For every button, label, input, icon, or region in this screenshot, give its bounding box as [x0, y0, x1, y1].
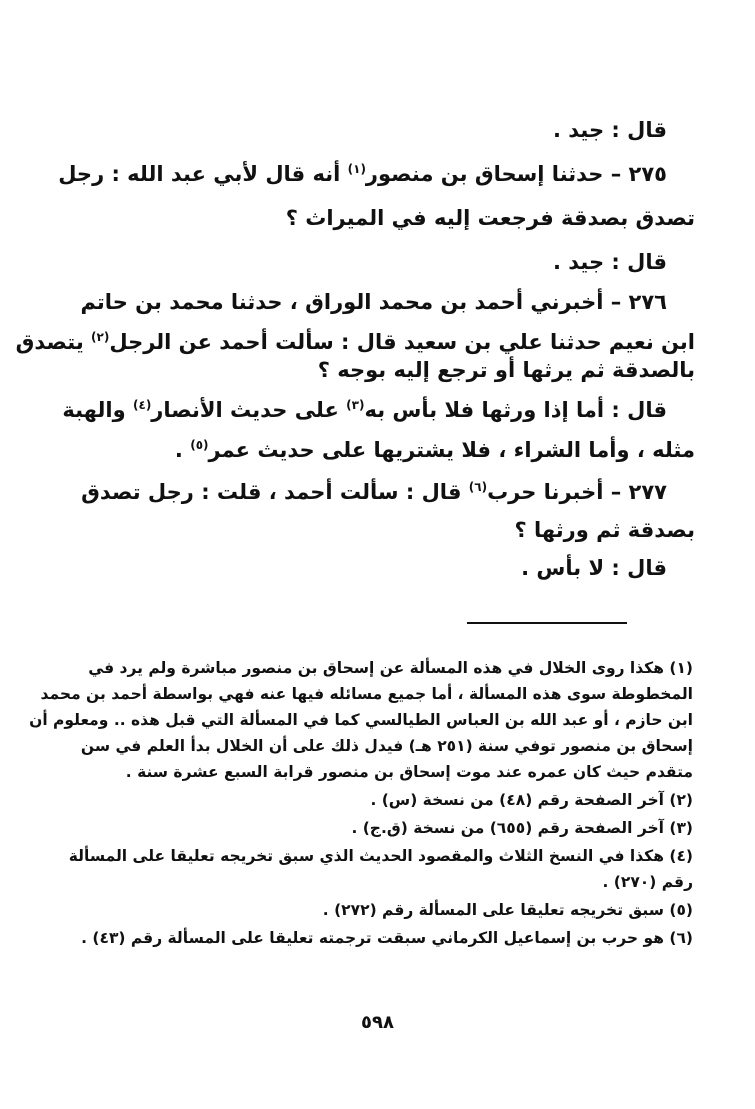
footnote-line: متقدم حيث كان عمره عند موت إسحاق بن منصور قرابة السبع عشرة سنة .	[125, 763, 693, 781]
text-span: قال : جيد .	[552, 250, 667, 274]
text-span: على حديث الأنصار	[151, 398, 347, 422]
footnote-line: (٤) هكذا في النسخ الثلاث والمقصود الحديث الذي سبق تخريجه تعليقا على المسألة	[68, 847, 693, 865]
footnote-line: (٥) سبق تخريجه تعليقا على المسألة رقم (٢٧٢) .	[322, 901, 693, 919]
text-line	[58, 152, 667, 196]
footnote-line: ابن حازم ، أو عبد الله بن العباس الطيالسي كما في المسألة التي قبل هذه .. ومعلوم أن	[29, 711, 693, 729]
text-span: بالصدقة ثم يرثها أو ترجع إليه بوجه ؟	[317, 358, 695, 382]
footnote-line: (١) هكذا روى الخلال في هذه المسألة عن إسحاق بن منصور مباشرة ولم يرد في	[88, 659, 693, 677]
footnote-ref: (١)	[347, 162, 366, 176]
text-span: ٢٧٥ – حدثنا إسحاق بن منصور	[365, 162, 667, 186]
text-span: قال : جيد .	[552, 118, 667, 142]
text-span: ابن نعيم حدثنا علي بن سعيد قال : سألت أحمد عن الرجل	[109, 330, 695, 354]
footnote-line: رقم (٢٧٠) .	[602, 873, 693, 891]
text-span: تصدق بصدقة فرجعت إليه في الميراث ؟	[285, 206, 695, 230]
text-line	[95, 546, 667, 590]
text-span: أنه قال لأبي عبد الله : رجل	[58, 162, 348, 186]
text-line	[95, 348, 695, 392]
footnote-line: إسحاق بن منصور توفي سنة (٢٥١ هـ) فيدل ذلك على أن الخلال بدأ العلم في سن	[80, 737, 693, 755]
footnote-ref: (٣)	[346, 398, 365, 412]
footnote-ref: (٤)	[133, 398, 152, 412]
text-span: ٢٧٧ – أخبرنا حرب	[487, 480, 667, 504]
footnote-line: (٢) آخر الصفحة رقم (٤٨) من نسخة (س) .	[370, 791, 693, 809]
footnote-ref: (٦)	[468, 480, 488, 494]
text-span: مثله ، وأما الشراء ، فلا يشتريها على حديث عمر	[208, 438, 695, 462]
footnote-ref: (٥)	[190, 438, 209, 452]
text-span: قال : لا بأس .	[521, 556, 667, 580]
text-span: ٢٧٦ – أخبرني أحمد بن محمد الوراق ، حدثنا محمد بن حاتم	[80, 290, 667, 314]
text-span: قال : أما إذا ورثها فلا بأس به	[364, 398, 667, 422]
text-line	[95, 196, 695, 240]
text-span: .	[174, 438, 191, 462]
text-span: قال : سألت أحمد ، قلت : رجل تصدق	[81, 480, 469, 504]
footnote-ref: (٢)	[91, 330, 110, 344]
text-line	[95, 240, 667, 284]
text-line	[80, 280, 667, 324]
text-span: والهبة	[62, 398, 133, 422]
footnote-line: (٦) هو حرب بن إسماعيل الكرماني سبقت ترجمته تعليقا على المسألة رقم (٤٣) .	[81, 929, 693, 947]
text-span: يتصدق	[15, 330, 92, 354]
text-span: بصدقة ثم ورثها ؟	[514, 518, 695, 542]
text-line	[95, 108, 667, 152]
footnote-separator	[467, 622, 627, 624]
footnote-line: (٣) آخر الصفحة رقم (٦٥٥) من نسخة (ق.ج) .	[351, 819, 693, 837]
text-line	[95, 428, 695, 472]
page-number: ٥٩٨	[361, 1012, 394, 1033]
footnote-line: المخطوطة سوى هذه المسألة ، أما جميع مسائله فيها عنه فهي بواسطة أحمد بن محمد	[40, 685, 693, 703]
text-line	[62, 388, 667, 432]
